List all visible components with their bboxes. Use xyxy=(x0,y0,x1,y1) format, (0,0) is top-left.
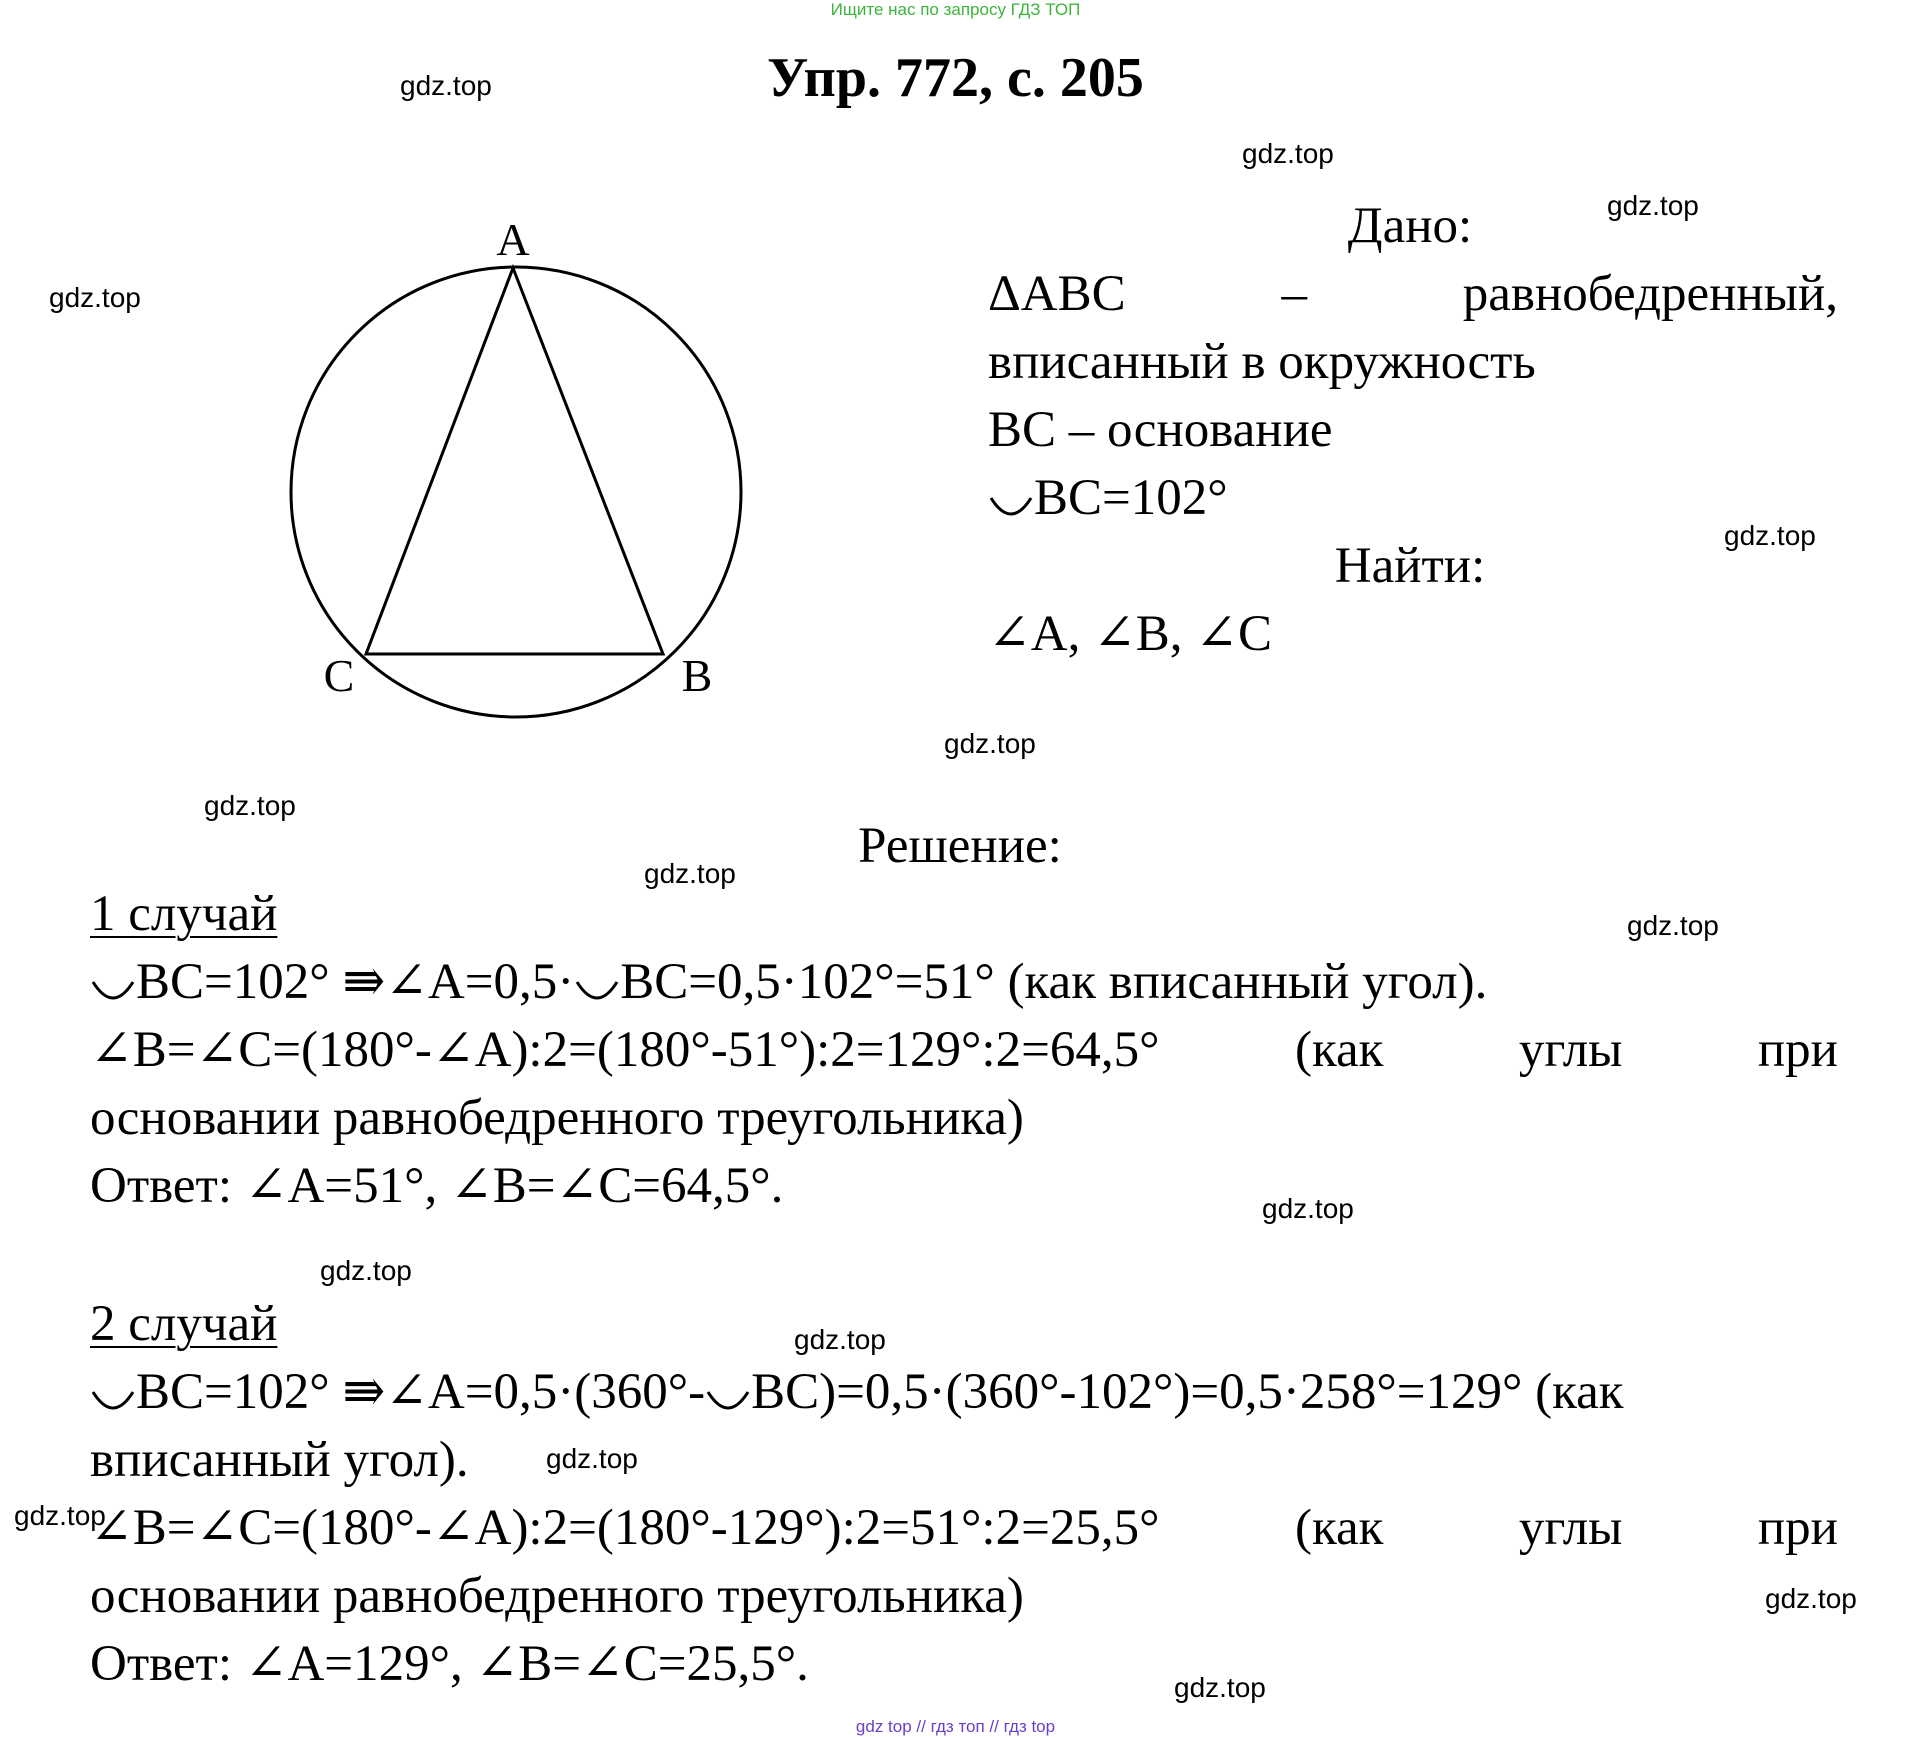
given-triangle: ΔABC xyxy=(988,266,1126,322)
watermark: gdz.top xyxy=(320,1255,412,1286)
case2-line-1b: BC)=0,5·(360°-102°)=0,5·258°=129° (как xyxy=(751,1364,1624,1420)
arc-icon xyxy=(705,1382,751,1416)
watermark: gdz.top xyxy=(1174,1672,1266,1703)
case2-word-3: при xyxy=(1757,1500,1838,1556)
case2-line-1c: вписанный угол). xyxy=(90,1432,469,1488)
case1-answer: Ответ: ∠A=51°, ∠B=∠C=64,5°. xyxy=(90,1158,784,1214)
watermark: gdz.top xyxy=(1765,1583,1857,1614)
top-banner[interactable]: Ищите нас по запросу ГДЗ ТОП xyxy=(830,0,1081,19)
watermark: gdz.top xyxy=(546,1443,638,1474)
find-text: ∠A, ∠B, ∠C xyxy=(988,606,1273,662)
given-dash: – xyxy=(1281,266,1307,322)
arc-icon xyxy=(90,1382,136,1416)
circumcircle xyxy=(291,267,741,717)
watermark: gdz.top xyxy=(204,790,296,821)
case1-word-1: (как xyxy=(1294,1022,1384,1078)
case1-line-3: основании равнобедренного треугольника) xyxy=(90,1090,1024,1146)
watermark: gdz.top xyxy=(794,1324,886,1355)
arc-icon xyxy=(988,488,1034,522)
watermark: gdz.top xyxy=(1262,1193,1354,1224)
watermark: gdz.top xyxy=(1607,190,1699,221)
watermark: gdz.top xyxy=(1724,520,1816,551)
footer-links[interactable]: gdz top // гдз топ // гдз top xyxy=(855,1717,1056,1736)
watermark: gdz.top xyxy=(14,1500,106,1531)
case2-title: 2 случай xyxy=(90,1296,278,1352)
vertex-label-a: A xyxy=(496,214,530,265)
solution-heading: Решение: xyxy=(858,818,1062,874)
case2-formula: ∠B=∠C=(180°-∠A):2=(180°-129°):2=51°:2=25,5° xyxy=(90,1500,1160,1556)
find-heading: Найти: xyxy=(1334,538,1486,594)
case1-line-2 xyxy=(90,1016,1838,1084)
given-heading: Дано: xyxy=(1347,198,1473,254)
case2-line-1a: BC=102° ⇛∠A=0,5·(360°- xyxy=(136,1364,706,1420)
watermark: gdz.top xyxy=(644,858,736,889)
case1-word-2: углы xyxy=(1518,1022,1623,1078)
watermark: gdz.top xyxy=(944,728,1036,759)
given-line-4 xyxy=(988,464,1228,532)
watermark: gdz.top xyxy=(400,70,492,101)
vertex-label-b: B xyxy=(681,650,713,701)
vertex-label-c: C xyxy=(323,650,355,701)
case2-word-2: углы xyxy=(1518,1500,1623,1556)
arc-icon xyxy=(90,972,136,1006)
case2-line-3: основании равнобедренного треугольника) xyxy=(90,1568,1024,1624)
inscribed-triangle-figure xyxy=(270,205,770,725)
given-isosceles: равнобедренный, xyxy=(1462,266,1838,322)
given-arc-value: BC=102° xyxy=(1034,470,1228,526)
case2-line-2 xyxy=(90,1494,1838,1562)
case2-answer: Ответ: ∠A=129°, ∠B=∠C=25,5°. xyxy=(90,1636,809,1692)
case1-line-1a: BC=102° ⇛∠A=0,5· xyxy=(136,954,575,1010)
watermark: gdz.top xyxy=(1627,910,1719,941)
given-line-1 xyxy=(988,260,1838,328)
case1-formula: ∠B=∠C=(180°-∠A):2=(180°-51°):2=129°:2=64,5° xyxy=(90,1022,1160,1078)
case1-title: 1 случай xyxy=(90,886,278,942)
watermark: gdz.top xyxy=(49,282,141,313)
given-line-2: вписанный в окружность xyxy=(988,334,1536,390)
triangle-abc xyxy=(366,268,663,654)
watermark: gdz.top xyxy=(1242,138,1334,169)
page-title: Упр. 772, с. 205 xyxy=(767,47,1144,109)
case1-line-1b: BC=0,5·102°=51° (как вписанный угол). xyxy=(620,954,1488,1010)
arc-icon xyxy=(574,972,620,1006)
case2-word-1: (как xyxy=(1294,1500,1384,1556)
given-line-3: BC – основание xyxy=(988,402,1333,458)
case1-word-3: при xyxy=(1757,1022,1838,1078)
case1-line-1 xyxy=(90,948,1487,1016)
case2-line-1 xyxy=(90,1358,1624,1426)
